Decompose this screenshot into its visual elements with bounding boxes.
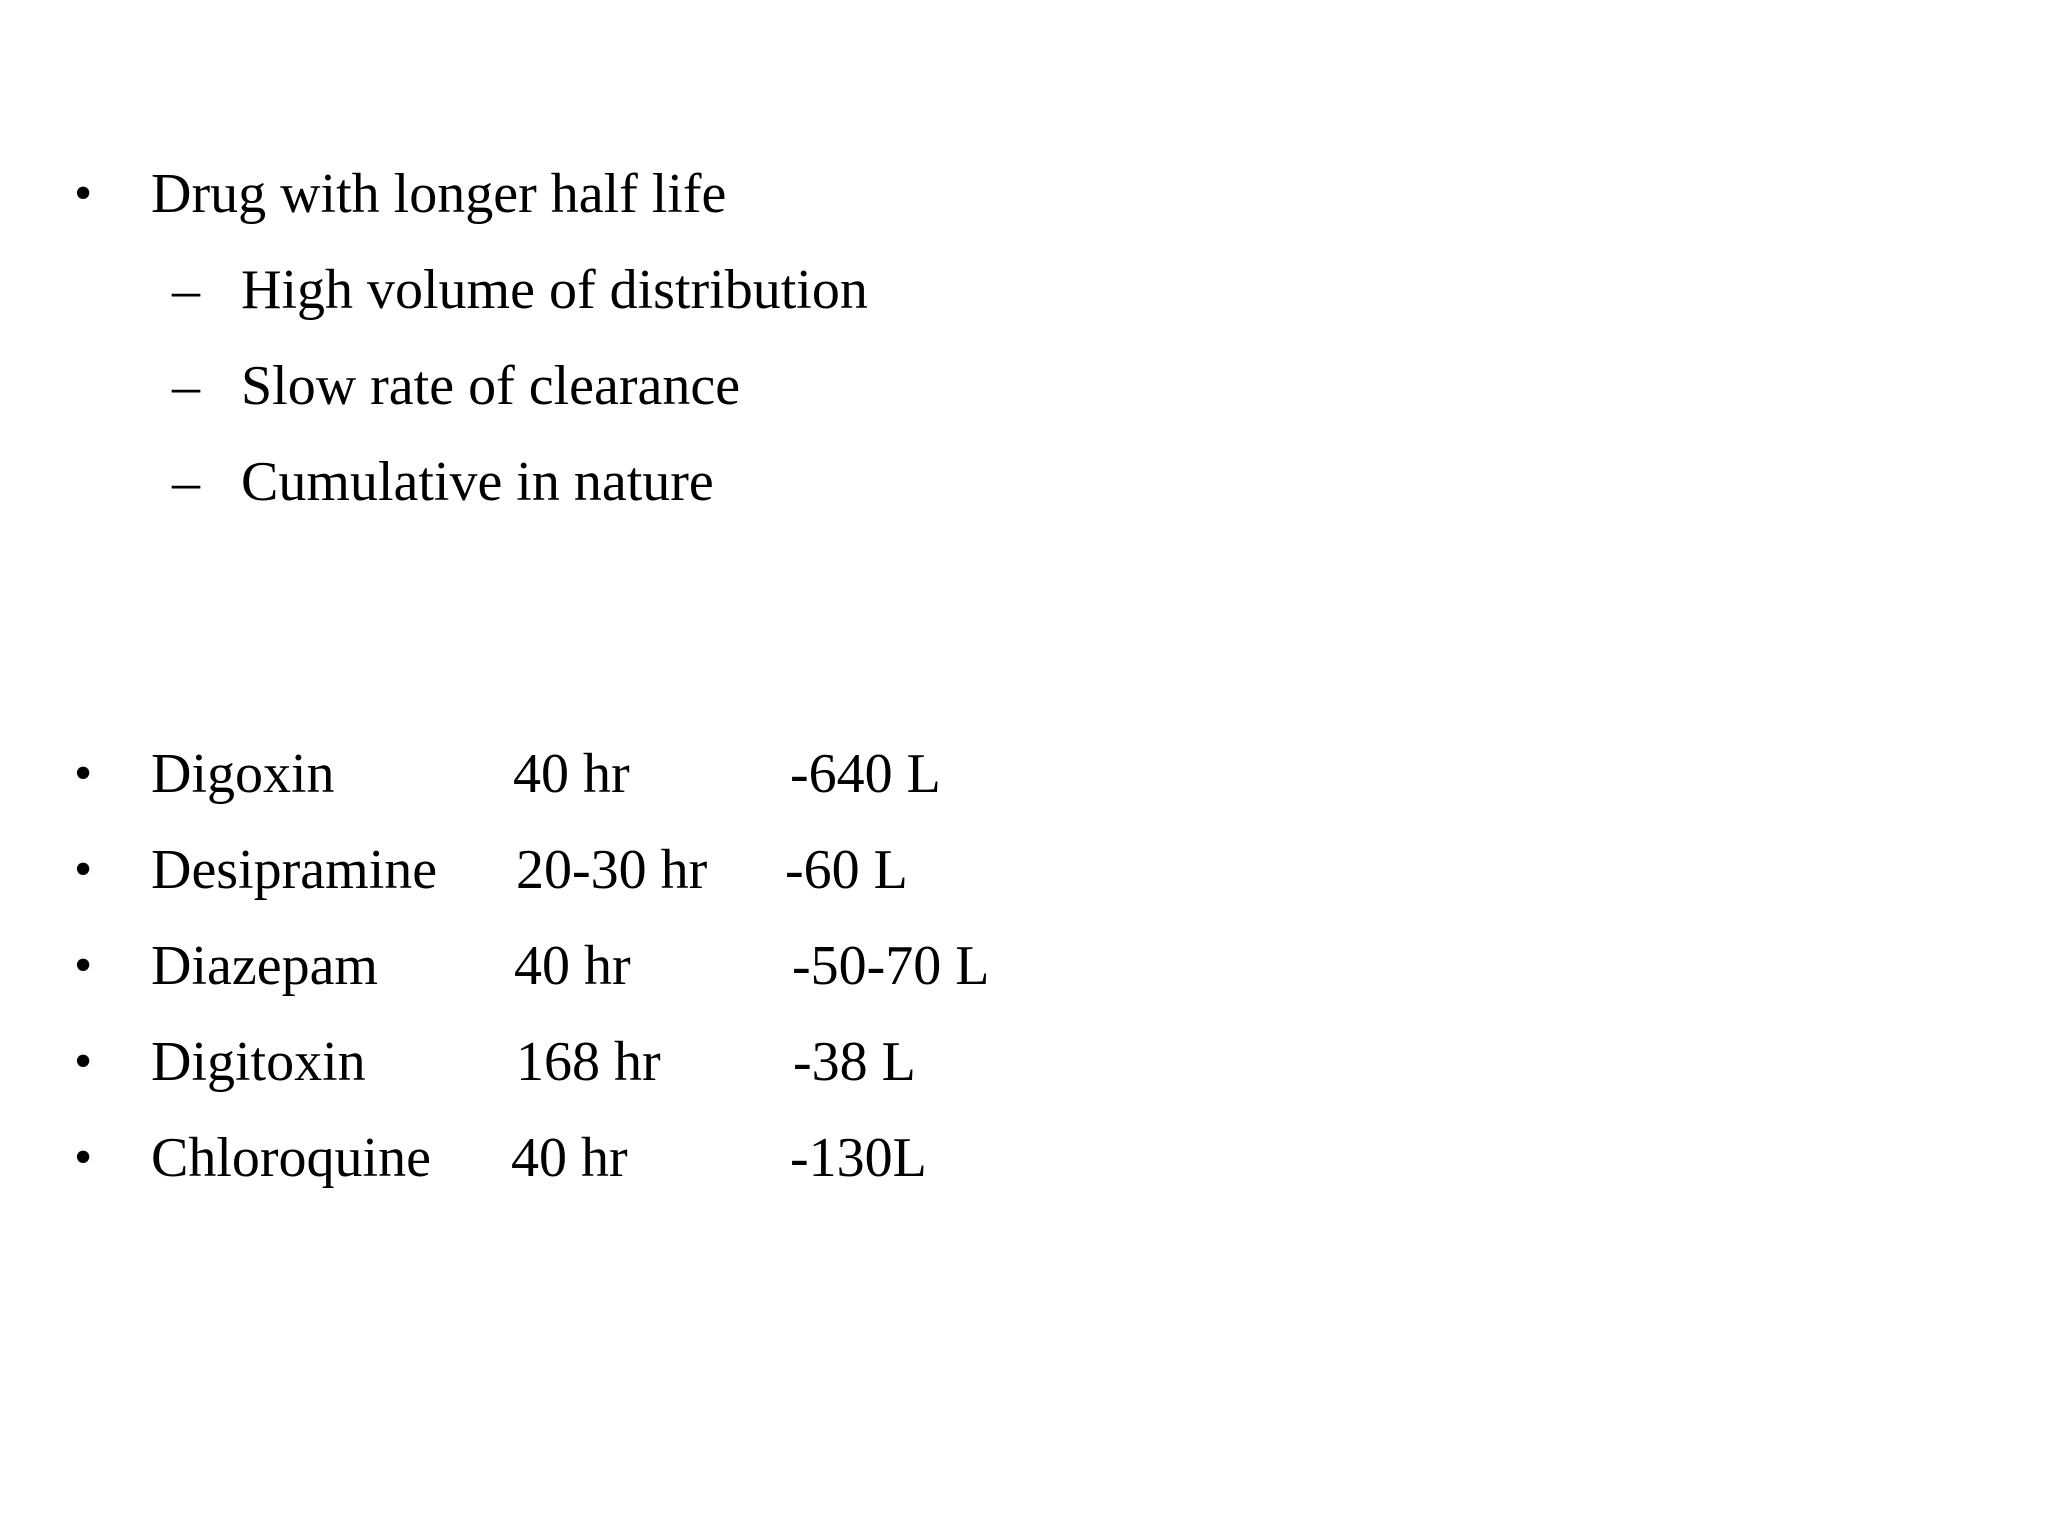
drug-volume: -60 L	[785, 839, 908, 901]
drug-half-life: 20-30 hr	[516, 839, 708, 901]
sub-item: Cumulative in nature	[241, 451, 714, 513]
bullet-icon: •	[74, 745, 93, 802]
dash-icon: –	[172, 259, 200, 321]
drug-volume: -38 L	[793, 1031, 916, 1093]
drug-half-life: 40 hr	[511, 1127, 628, 1189]
drug-volume: -130L	[790, 1127, 927, 1189]
drug-name: Diazepam	[151, 935, 378, 997]
bullet-icon: •	[74, 1033, 93, 1090]
drug-half-life: 40 hr	[514, 935, 631, 997]
bullet-icon: •	[74, 841, 93, 898]
drug-half-life: 168 hr	[516, 1031, 661, 1093]
drug-name: Chloroquine	[151, 1127, 431, 1189]
drug-volume: -50-70 L	[792, 935, 990, 997]
drug-name: Desipramine	[151, 839, 438, 901]
main-bullet-heading: Drug with longer half life	[151, 163, 727, 225]
sub-item: Slow rate of clearance	[241, 355, 741, 417]
bullet-icon: •	[74, 165, 93, 222]
bullet-icon: •	[74, 937, 93, 994]
dash-icon: –	[172, 451, 200, 513]
dash-icon: –	[172, 355, 200, 417]
bullet-icon: •	[74, 1129, 93, 1186]
drug-half-life: 40 hr	[513, 743, 630, 805]
sub-item: High volume of distribution	[241, 259, 868, 321]
drug-volume: -640 L	[790, 743, 941, 805]
drug-name: Digoxin	[151, 743, 335, 805]
drug-name: Digitoxin	[151, 1031, 366, 1093]
